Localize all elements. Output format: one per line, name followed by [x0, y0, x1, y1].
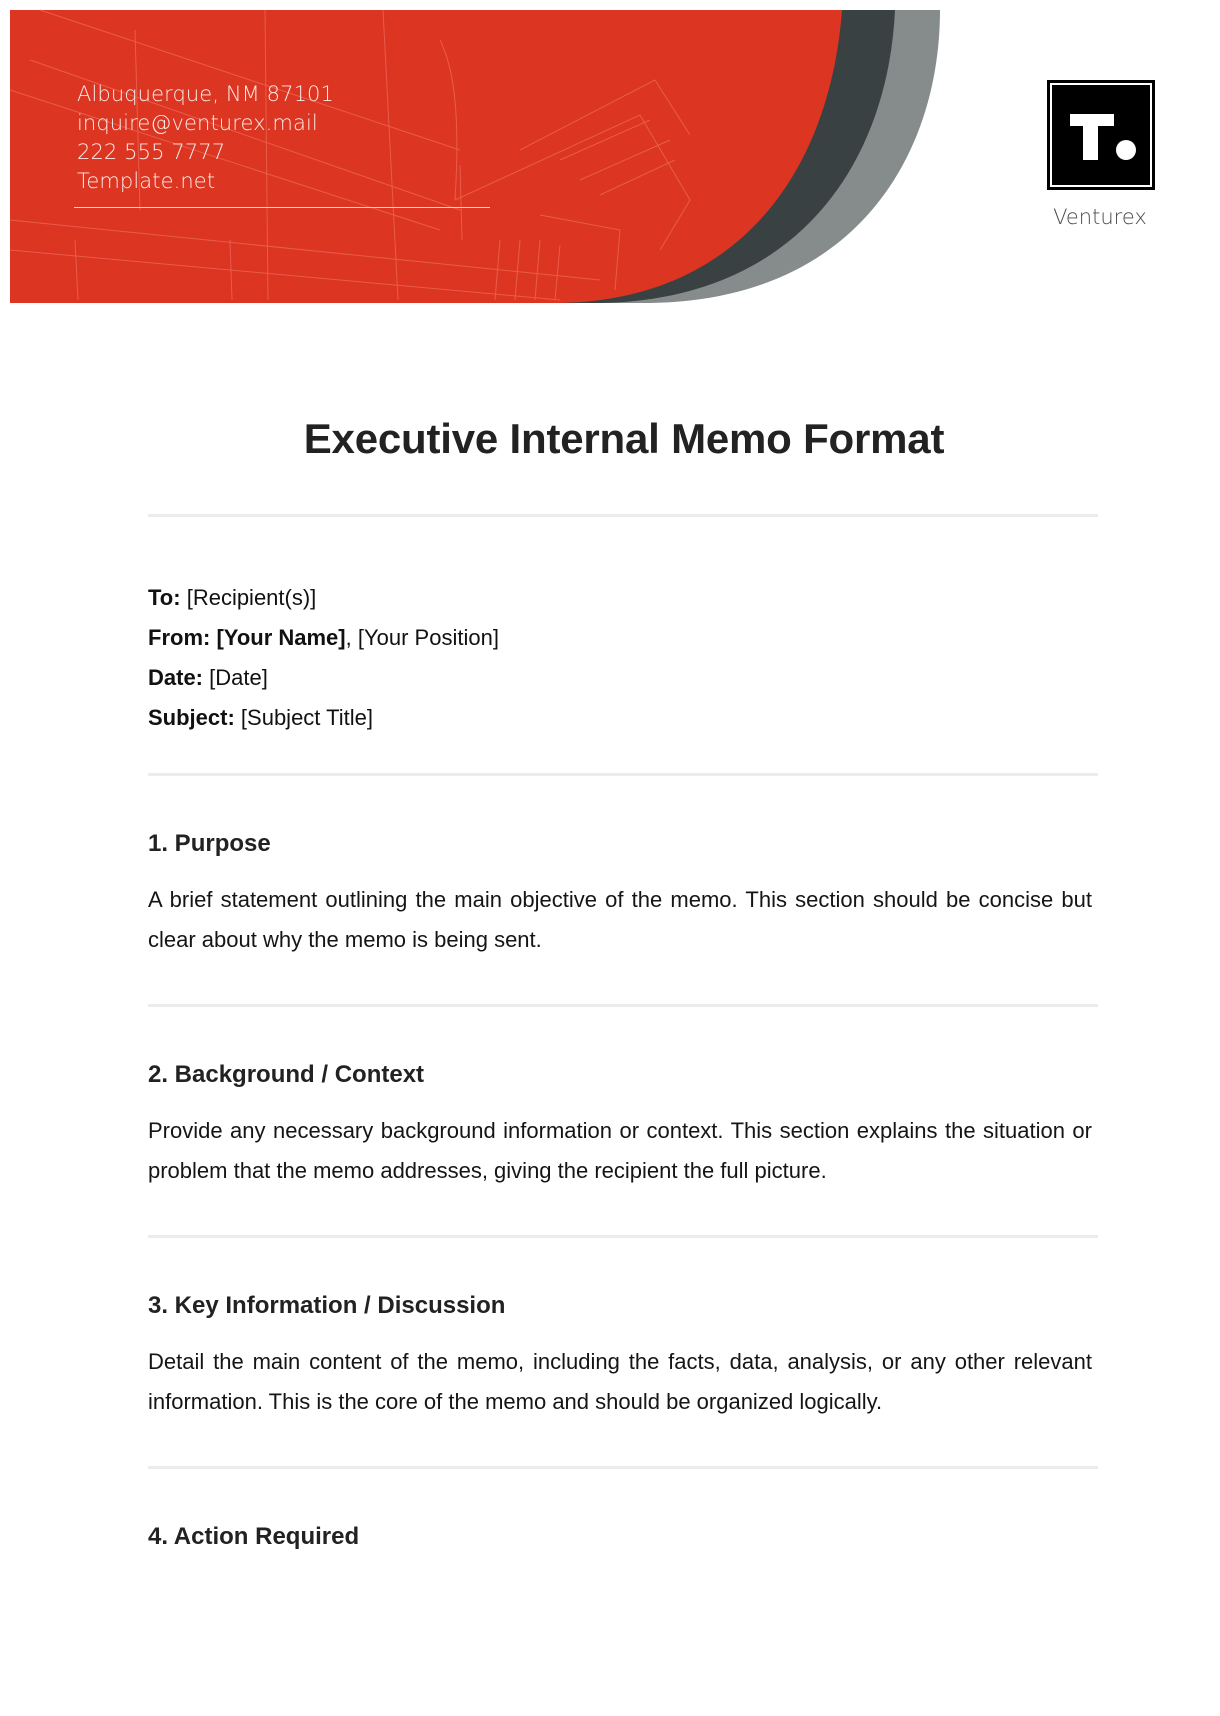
contact-email[interactable]: inquire@venturex.mail — [77, 111, 318, 135]
t-dot-logo-icon — [1047, 80, 1155, 190]
meta-date-value: [Date] — [209, 665, 268, 690]
company-name: Venturex — [1053, 205, 1147, 229]
meta-from-sep: , — [345, 625, 352, 650]
section-body-key-information: Detail the main content of the memo, including the facts, data, analysis, or any other relevant information. This is the core of the memo and should be organized logically. — [148, 1349, 1092, 1414]
section-heading-background: 2. Background / Context — [148, 1061, 425, 1088]
contact-info — [77, 80, 334, 196]
letterhead-header — [0, 0, 1220, 320]
meta-date-label: Date: — [148, 665, 204, 690]
memo-meta — [148, 578, 499, 738]
divider — [148, 1235, 1098, 1238]
section-body-purpose: A brief statement outlining the main objective of the memo. This section should be concise but clear about why the memo is being sent. — [148, 887, 1092, 952]
meta-from-position: [Your Position] — [357, 625, 499, 650]
logo-dot — [1116, 140, 1136, 160]
meta-from — [148, 618, 499, 658]
section-body-background: Provide any necessary background information or context. This section explains the situation or problem that the memo addresses, giving the recipient the full picture. — [148, 1118, 1092, 1183]
divider — [148, 514, 1098, 517]
meta-to-label: To: — [148, 585, 181, 610]
contact-website[interactable]: Template.net — [77, 169, 216, 193]
contact-phone[interactable]: 222 555 7777 — [77, 140, 226, 164]
meta-from-name: [Your Name] — [216, 625, 346, 650]
document-title: Executive Internal Memo Format — [303, 415, 945, 462]
contact-address: Albuquerque, NM 87101 — [77, 82, 334, 106]
section-heading-key-information: 3. Key Information / Discussion — [148, 1292, 506, 1319]
meta-subject — [148, 698, 499, 738]
divider — [148, 1004, 1098, 1007]
divider — [148, 773, 1098, 776]
logo-t-stem — [1083, 114, 1098, 160]
meta-to — [148, 578, 499, 618]
meta-subject-label: Subject: — [148, 705, 235, 730]
section-heading-action-required: 4. Action Required — [148, 1523, 360, 1550]
logo-frame — [1050, 83, 1152, 187]
contact-divider — [74, 207, 490, 208]
section-heading-purpose: 1. Purpose — [148, 830, 271, 857]
divider — [148, 1466, 1098, 1469]
meta-date — [148, 658, 499, 698]
meta-subject-value: [Subject Title] — [240, 705, 373, 730]
meta-to-value: [Recipient(s)] — [186, 585, 317, 610]
meta-from-label: From: — [148, 625, 211, 650]
